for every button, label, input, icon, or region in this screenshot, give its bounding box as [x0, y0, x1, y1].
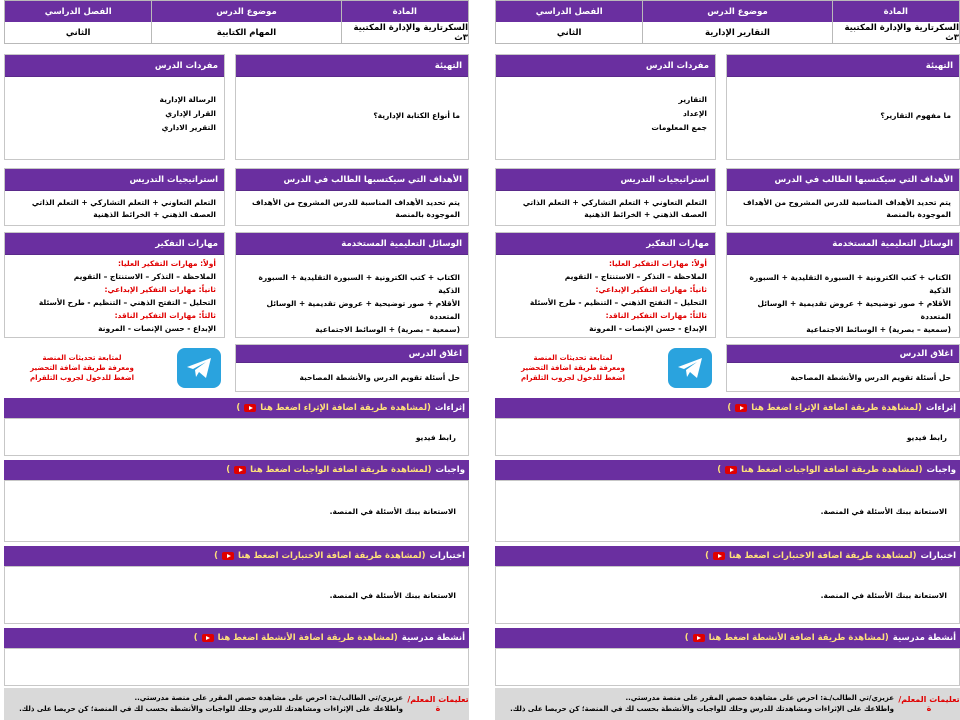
paren-close: )	[717, 465, 722, 475]
enrichment-bar	[495, 398, 960, 418]
objectives-box	[726, 168, 960, 226]
teacher-notes	[4, 688, 469, 720]
youtube-icon[interactable]	[713, 552, 725, 560]
vocab-title: مفردات الدرس	[496, 55, 715, 77]
vocab-item: الرسالة الإدارية	[159, 95, 216, 104]
paren-close: )	[193, 633, 198, 643]
youtube-icon[interactable]	[222, 552, 234, 560]
homework-link[interactable]: (لمشاهدة طريقة اضافة الواجبات اضغط هنا	[250, 465, 432, 475]
strategies-title: استراتيجيات التدريس	[5, 169, 224, 191]
aids-title: الوسائل التعليمية المستخدمة	[727, 233, 959, 255]
lesson-sheet-1	[495, 0, 960, 720]
strategies-line: التعلم التعاوني + التعلم التشاركي + التعلم الذاتي	[31, 198, 216, 207]
telegram-line: ومعرفة طريقة اضافة التحضير	[521, 364, 625, 372]
homework-bar	[4, 460, 469, 480]
tests-title: اختبارات	[920, 551, 956, 561]
activities-link[interactable]: (لمشاهدة طريقة اضافة الأنشطة اضغط هنا	[708, 633, 889, 643]
thinking-line: الإبداع - حسن الإنصات - المرونة	[589, 324, 707, 333]
topic-header: موضوع الدرس	[642, 1, 831, 22]
vocab-box	[495, 54, 716, 160]
strategies-title: استراتيجيات التدريس	[496, 169, 715, 191]
thinking-heading: ثالثاً: مهارات التفكير الناقد:	[114, 311, 216, 320]
aids-title: الوسائل التعليمية المستخدمة	[236, 233, 468, 255]
semester-value: الثاني	[65, 27, 91, 38]
aids-box	[235, 232, 469, 338]
semester-value: الثاني	[556, 27, 582, 38]
tests-body	[4, 566, 469, 624]
enrichment-bar	[4, 398, 469, 418]
vocab-box	[4, 54, 225, 160]
teacher-notes	[495, 688, 960, 720]
closing-box	[726, 344, 960, 392]
enrichment-link[interactable]: (لمشاهدة طريقة اضافة الإثراء اضغط هنا	[260, 403, 431, 413]
thinking-box	[495, 232, 716, 338]
enrichment-text[interactable]: رابط فيديو	[415, 432, 456, 442]
thinking-title: مهارات التفكير	[496, 233, 715, 255]
strategies-line: التعلم التعاوني + التعلم التشاركي + التعلم الذاتي	[522, 198, 707, 207]
thinking-line: التحليل – التفتح الذهني – التنظيم - طرح الأسئلة	[38, 298, 216, 307]
activities-bar	[495, 628, 960, 648]
warmup-text: ما مفهوم التقارير؟	[880, 111, 951, 120]
closing-title: اغلاق الدرس	[727, 345, 959, 363]
thinking-title: مهارات التفكير	[5, 233, 224, 255]
telegram-banner[interactable]	[4, 344, 225, 392]
vocab-item: جمع المعلومات	[651, 123, 707, 132]
teacher-notes-line: عزيزي/تي الطالب/ـة: احرص على مشاهدة حصص المقرر على منصة مدرستي..	[625, 694, 894, 702]
teacher-notes-line: عزيزي/تي الطالب/ـة: احرص على مشاهدة حصص المقرر على منصة مدرستي..	[134, 694, 403, 702]
homework-bar	[495, 460, 960, 480]
enrichment-text[interactable]: رابط فيديو	[906, 432, 947, 442]
telegram-line: اضغط للدخول لجروب التلقرام	[520, 374, 626, 382]
homework-body	[495, 480, 960, 542]
objectives-title: الأهداف التي سيكتسبها الطالب في الدرس	[236, 169, 468, 191]
warmup-text: ما أنواع الكتابة الإدارية؟	[373, 111, 460, 120]
subject-value: السكرتارية والإدارة المكتبية ٣ث	[832, 22, 959, 43]
warmup-title: التهيئة	[236, 55, 468, 77]
subject-header: المادة	[832, 1, 959, 22]
paren-close: )	[684, 633, 689, 643]
tests-bar	[495, 546, 960, 566]
enrichment-title: إثراءات	[925, 403, 956, 413]
tests-text: الاستعانة ببنك الأسئلة في المنصة.	[820, 590, 947, 600]
tests-text: الاستعانة ببنك الأسئلة في المنصة.	[329, 590, 456, 600]
aids-line: الكتاب + كتب الكترونية + السبورة التقليدية + السبورة الذكية	[749, 273, 951, 295]
tests-body	[495, 566, 960, 624]
youtube-icon[interactable]	[735, 404, 747, 412]
homework-text: الاستعانة ببنك الأسئلة في المنصة.	[820, 506, 947, 516]
strategies-box	[495, 168, 716, 226]
telegram-line: اضغط للدخول لجروب التلقرام	[29, 374, 135, 382]
homework-text: الاستعانة ببنك الأسئلة في المنصة.	[329, 506, 456, 516]
activities-body	[4, 648, 469, 686]
thinking-heading: أولاً: مهارات التفكير العليا:	[118, 259, 216, 268]
paren-close: )	[727, 403, 732, 413]
thinking-line: الملاحظة – التذكر – الاستنتاج – التقويم	[73, 272, 216, 281]
topic-header: موضوع الدرس	[151, 1, 340, 22]
enrichment-body	[4, 418, 469, 456]
teacher-notes-label: تعليمات المعلم/ة	[898, 695, 960, 713]
thinking-line: الإبداع - حسن الإنصات - المرونة	[98, 324, 216, 333]
homework-title: واجبات	[926, 465, 956, 475]
closing-box	[235, 344, 469, 392]
subject-value: السكرتارية والإدارة المكتبية ٣ث	[341, 22, 468, 43]
homework-body	[4, 480, 469, 542]
paren-close: )	[226, 465, 231, 475]
activities-body	[495, 648, 960, 686]
telegram-line: لمتابعة تحديثات المنصة	[533, 354, 613, 362]
thinking-box	[4, 232, 225, 338]
vocab-item: التقرير الاداري	[161, 123, 216, 132]
strategies-box	[4, 168, 225, 226]
strategies-line: العصف الذهني + الخرائط الذهنية	[93, 210, 216, 219]
telegram-line: ومعرفة طريقة اضافة التحضير	[30, 364, 134, 372]
tests-link[interactable]: (لمشاهدة طريقة اضافة الاختبارات اضغط هنا	[729, 551, 917, 561]
objectives-title: الأهداف التي سيكتسبها الطالب في الدرس	[727, 169, 959, 191]
youtube-icon[interactable]	[202, 634, 214, 642]
vocab-item: الإعداد	[682, 109, 707, 118]
vocab-item: القرار الإداري	[165, 109, 216, 118]
activities-link[interactable]: (لمشاهدة طريقة اضافة الأنشطة اضغط هنا	[217, 633, 398, 643]
youtube-icon[interactable]	[234, 466, 246, 474]
closing-title: اغلاق الدرس	[236, 345, 468, 363]
telegram-icon[interactable]	[668, 348, 712, 388]
closing-text: حل أسئلة تقويم الدرس والأنشطة المصاحبة	[299, 373, 460, 382]
lesson-header	[4, 0, 469, 44]
aids-line: (سمعية – بصرية) + الوسائط الاجتماعية	[806, 325, 951, 334]
topic-value: المهام الكتابية	[151, 22, 340, 43]
telegram-icon[interactable]	[177, 348, 221, 388]
youtube-icon[interactable]	[693, 634, 705, 642]
telegram-banner[interactable]	[495, 344, 716, 392]
tests-title: اختبارات	[429, 551, 465, 561]
aids-line: الأقلام + صور توضيحية + عروض تقديمية + الوسائل المتعددة	[757, 299, 951, 321]
aids-line: الأقلام + صور توضيحية + عروض تقديمية + الوسائل المتعددة	[266, 299, 460, 321]
homework-link[interactable]: (لمشاهدة طريقة اضافة الواجبات اضغط هنا	[741, 465, 923, 475]
teacher-notes-label: تعليمات المعلم/ة	[407, 695, 469, 713]
thinking-line: الملاحظة – التذكر – الاستنتاج – التقويم	[564, 272, 707, 281]
enrichment-body	[495, 418, 960, 456]
teacher-notes-line: واطلاعك على الإثراءات ومشاهدتك للدرس وحلك للواجبات والأنشطة بحسب لك في المنصة؛ كن حريصا على ذلك.	[510, 705, 894, 713]
topic-value: التقارير الإدارية	[642, 22, 831, 43]
warmup-title: التهيئة	[727, 55, 959, 77]
aids-box	[726, 232, 960, 338]
lesson-header	[495, 0, 960, 44]
aids-line: الكتاب + كتب الكترونية + السبورة التقليدية + السبورة الذكية	[258, 273, 460, 295]
youtube-icon[interactable]	[244, 404, 256, 412]
teacher-notes-line: واطلاعك على الإثراءات ومشاهدتك للدرس وحلك للواجبات والأنشطة بحسب لك في المنصة؛ كن حريصا على ذلك.	[19, 705, 403, 713]
vocab-title: مفردات الدرس	[5, 55, 224, 77]
telegram-line: لمتابعة تحديثات المنصة	[42, 354, 122, 362]
closing-text: حل أسئلة تقويم الدرس والأنشطة المصاحبة	[790, 373, 951, 382]
thinking-heading: ثالثاً: مهارات التفكير الناقد:	[605, 311, 707, 320]
aids-line: (سمعية – بصرية) + الوسائط الاجتماعية	[315, 325, 460, 334]
enrichment-link[interactable]: (لمشاهدة طريقة اضافة الإثراء اضغط هنا	[751, 403, 922, 413]
warmup-box	[726, 54, 960, 160]
tests-bar	[4, 546, 469, 566]
youtube-icon[interactable]	[725, 466, 737, 474]
activities-title: أنشطة مدرسية	[892, 633, 956, 643]
thinking-heading: ثانياً: مهارات التفكير الإبداعي:	[595, 285, 707, 294]
objectives-text: يتم تحديد الأهداف المناسبة للدرس المشروح من الأهداف الموجودة بالمنصة	[251, 198, 460, 219]
semester-header: الفصل الدراسي	[535, 6, 603, 17]
vocab-item: التقارير	[678, 95, 707, 104]
thinking-heading: ثانياً: مهارات التفكير الإبداعي:	[104, 285, 216, 294]
paren-close: )	[236, 403, 241, 413]
homework-title: واجبات	[435, 465, 465, 475]
paren-close: )	[705, 551, 709, 561]
subject-header: المادة	[341, 1, 468, 22]
enrichment-title: إثراءات	[434, 403, 465, 413]
activities-bar	[4, 628, 469, 648]
thinking-heading: أولاً: مهارات التفكير العليا:	[609, 259, 707, 268]
paren-close: )	[214, 551, 218, 561]
lesson-sheet-2	[4, 0, 469, 720]
objectives-box	[235, 168, 469, 226]
objectives-text: يتم تحديد الأهداف المناسبة للدرس المشروح من الأهداف الموجودة بالمنصة	[742, 198, 951, 219]
semester-header: الفصل الدراسي	[44, 6, 112, 17]
activities-title: أنشطة مدرسية	[401, 633, 465, 643]
strategies-line: العصف الذهني + الخرائط الذهنية	[584, 210, 707, 219]
warmup-box	[235, 54, 469, 160]
tests-link[interactable]: (لمشاهدة طريقة اضافة الاختبارات اضغط هنا	[238, 551, 426, 561]
thinking-line: التحليل – التفتح الذهني – التنظيم - طرح الأسئلة	[529, 298, 707, 307]
